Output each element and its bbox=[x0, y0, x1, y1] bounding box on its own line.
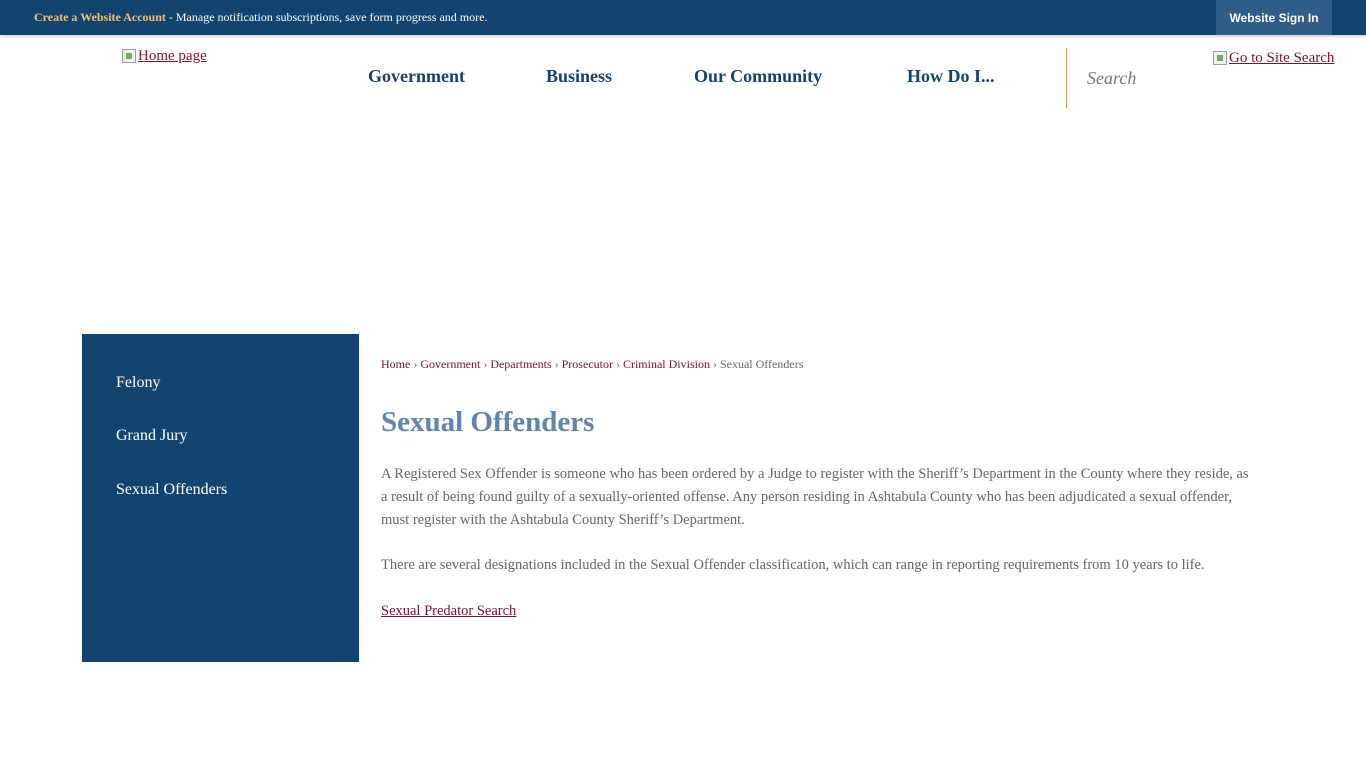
breadcrumb-current: Sexual Offenders bbox=[719, 357, 804, 371]
logo-alt-text: Home page bbox=[138, 48, 207, 64]
top-notification-bar bbox=[0, 0, 1366, 35]
site-search-button[interactable] bbox=[1213, 50, 1334, 67]
sidebar-nav bbox=[82, 334, 359, 662]
nav-our-community[interactable]: Our Community bbox=[694, 66, 823, 86]
breadcrumb bbox=[381, 357, 803, 372]
breadcrumb-separator: › bbox=[712, 357, 717, 371]
breadcrumb-departments[interactable]: Departments bbox=[490, 357, 552, 371]
designations-paragraph: There are several designations included in the Sexual Offender classification, which can range in reporting requirements from 10 years to life. bbox=[381, 557, 1205, 573]
nav-government[interactable]: Government bbox=[368, 66, 465, 86]
breadcrumb-home[interactable]: Home bbox=[381, 357, 411, 371]
breadcrumb-separator: › bbox=[615, 357, 620, 371]
home-page-logo-link[interactable] bbox=[122, 48, 207, 65]
breadcrumb-separator: › bbox=[483, 357, 488, 371]
broken-image-icon bbox=[1213, 51, 1227, 65]
sidebar-item-sexual-offenders[interactable]: Sexual Offenders bbox=[116, 481, 228, 498]
nav-how-do-i[interactable]: How Do I... bbox=[907, 66, 995, 86]
sidebar-item-grand-jury[interactable]: Grand Jury bbox=[116, 427, 188, 444]
topbar-message bbox=[34, 10, 487, 25]
breadcrumb-prosecutor[interactable]: Prosecutor bbox=[561, 357, 613, 371]
sidebar-item-felony[interactable]: Felony bbox=[116, 374, 161, 391]
breadcrumb-criminal-division[interactable]: Criminal Division bbox=[622, 357, 710, 371]
page-title: Sexual Offenders bbox=[381, 406, 595, 438]
broken-image-icon bbox=[122, 49, 136, 63]
nav-business[interactable]: Business bbox=[546, 66, 613, 86]
search-input[interactable] bbox=[1079, 64, 1223, 92]
intro-paragraph: A Registered Sex Offender is someone who has been ordered by a Judge to register with the Sheriff’s Department in the County where they reside, as a result of being found guilty of a sexually-oriented offense. Any person residing in Ashtabula County who has been adjudicated a sexual offender, must register with the Ashtabula County Sheriff’s Department. bbox=[381, 466, 1249, 528]
sexual-predator-search-link[interactable]: Sexual Predator Search bbox=[381, 603, 517, 619]
site-search-alt-text: Go to Site Search bbox=[1229, 50, 1335, 66]
breadcrumb-separator: › bbox=[554, 357, 559, 371]
topbar-message-text: - Manage notification subscriptions, save form progress and more. bbox=[165, 10, 488, 24]
breadcrumb-government[interactable]: Government bbox=[420, 357, 481, 371]
breadcrumb-separator: › bbox=[413, 357, 418, 371]
website-sign-in-button[interactable]: Website Sign In bbox=[1216, 0, 1332, 35]
search-divider bbox=[1066, 48, 1067, 108]
create-account-link[interactable]: Create a Website Account bbox=[34, 10, 166, 24]
